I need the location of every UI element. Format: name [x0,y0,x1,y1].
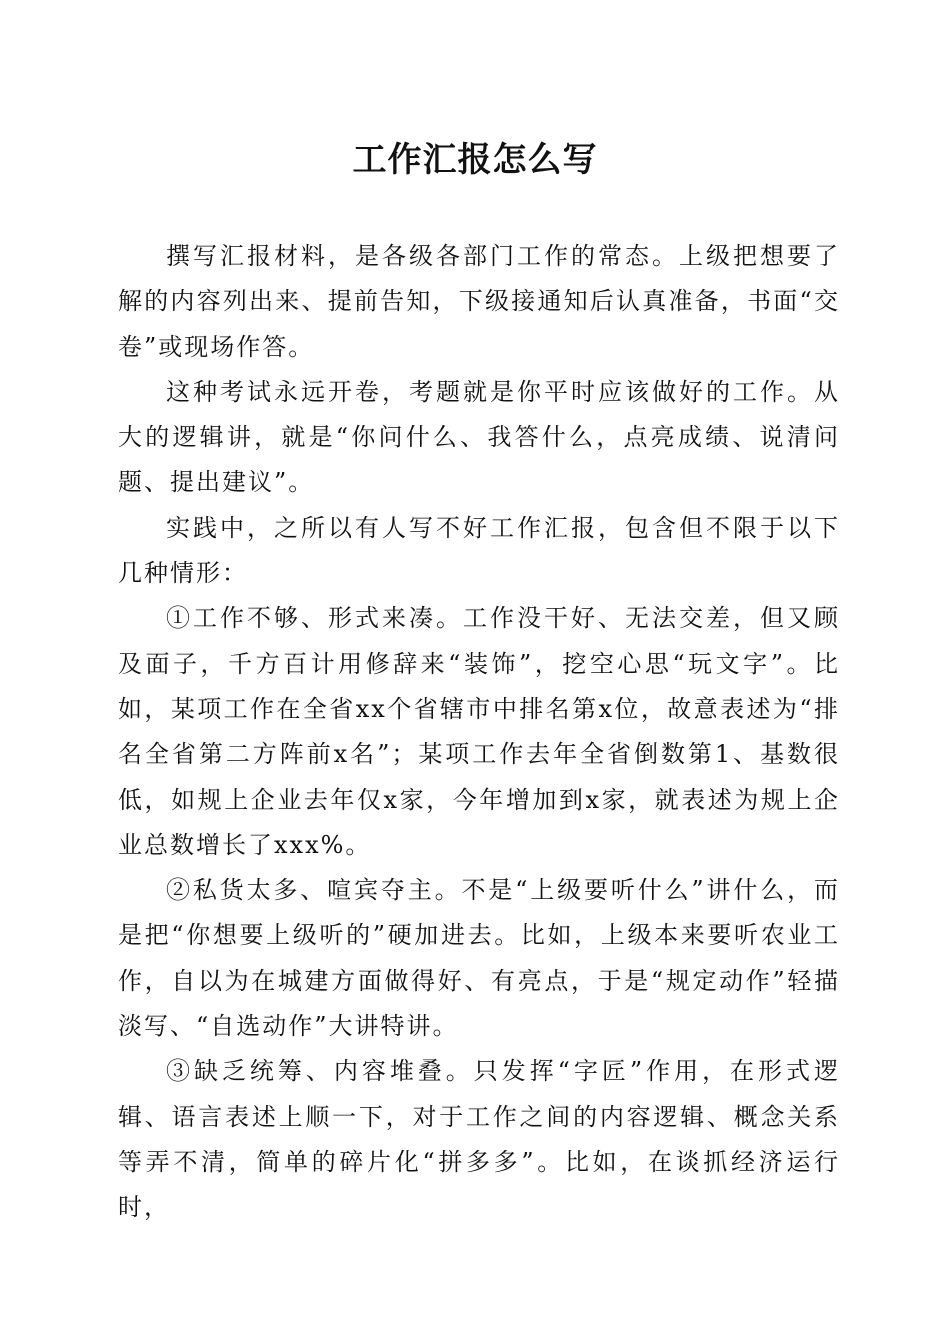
paragraph-exam-analogy: 这种考试永远开卷，考题就是你平时应该做好的工作。从大的逻辑讲，就是“你问什么、我答什么，点亮成绩、说清问题、提出建议”。 [118,377,840,497]
paragraph-point-3: ③缺乏统筹、内容堆叠。只发挥“字匠”作用，在形式逻辑、语言表述上顺一下，对于工作之间的内容逻辑、概念关系等弄不清，简单的碎片化“拼多多”。比如，在谈抓经济运行时， [118,1057,840,1222]
paragraph-point-2: ②私货太多、喧宾夺主。不是“上级要听什么”讲什么，而是把“你想要上级听的”硬加进去。比如，上级本来要听农业工作，自以为在城建方面做得好、有亮点，于是“规定动作”轻描淡写、“自选动作”大讲特讲。 [118,876,840,1041]
paragraph-situations: 实践中，之所以有人写不好工作汇报，包含但不限于以下几种情形： [118,513,840,588]
document-body [118,234,840,1231]
document-title: 工作汇报怎么写 [352,140,598,180]
paragraph-point-1: ①工作不够、形式来凑。工作没干好、无法交差，但又顾及面子，千方百计用修辞来“装饰”，挖空心思“玩文字”。比如，某项工作在全省xx个省辖市中排名第x位，故意表述为“排名全省第二方阵前x名”；某项工作去年全省倒数第1、基数很低，如规上企业去年仅x家，今年增加到x家，就表述为规上企业总数增长了xxx%。 [118,604,840,859]
paragraph-intro: 撰写汇报材料，是各级各部门工作的常态。上级把想要了解的内容列出来、提前告知，下级接通知后认真准备，书面“交卷”或现场作答。 [118,242,840,361]
